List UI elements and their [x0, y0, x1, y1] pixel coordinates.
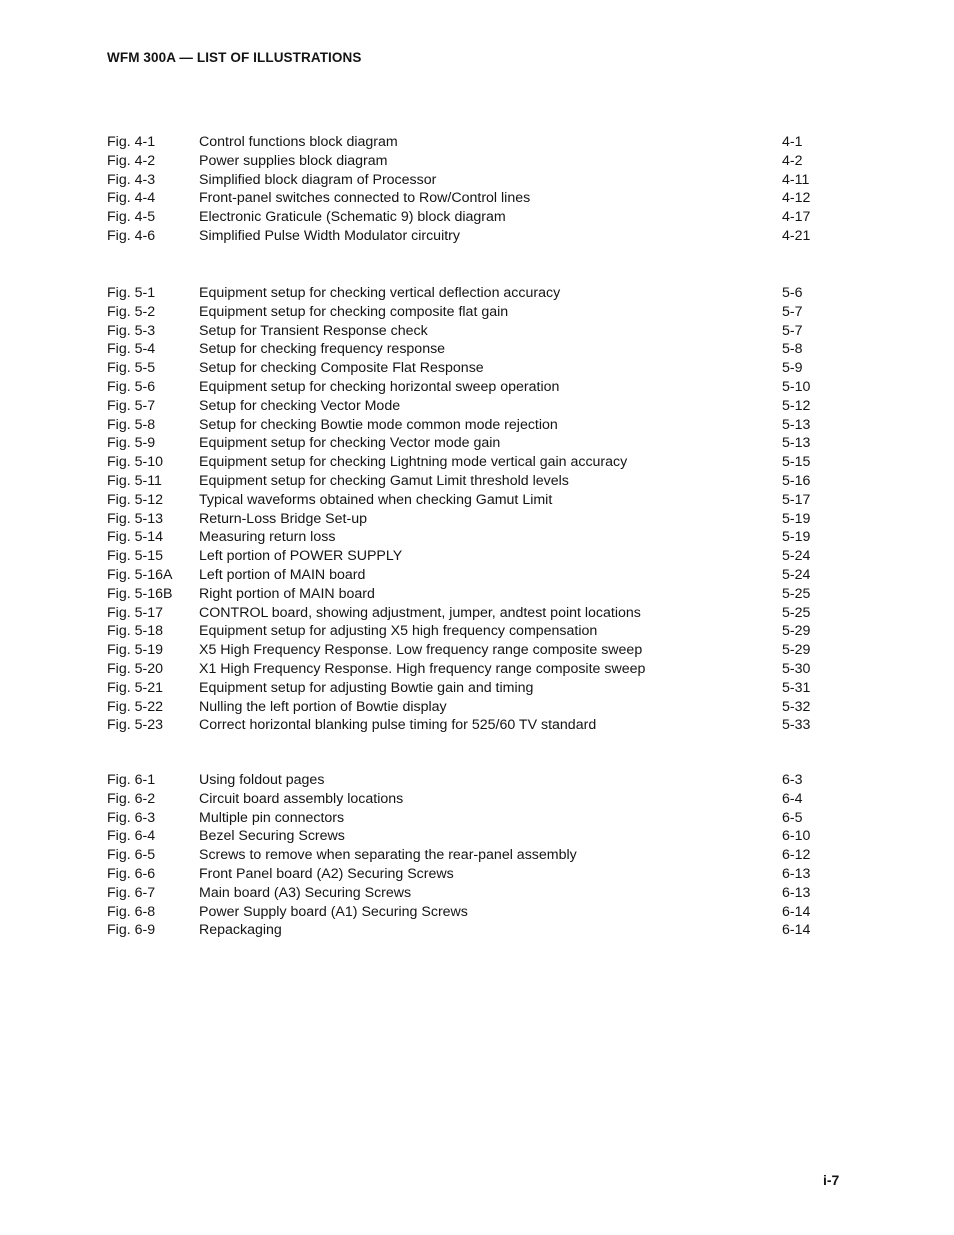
figure-title: Setup for checking Composite Flat Response [199, 359, 492, 378]
figure-page: 5-17 [782, 491, 811, 508]
figure-number: Fig. 5-19 [107, 642, 163, 659]
figure-title: Correct horizontal blanking pulse timing for 525/60 TV standard [199, 716, 604, 735]
illustrations-section-4 [107, 133, 817, 246]
figure-number: Fig. 5-5 [107, 360, 156, 377]
figure-page: 5-6 [782, 285, 803, 301]
figure-page: 5-13 [782, 435, 811, 452]
figure-page: 4-11 [782, 171, 810, 188]
figure-page: 6-4 [782, 790, 803, 807]
figure-title: Setup for checking Bowtie mode common mode rejection [199, 416, 566, 435]
figure-page: 5-7 [782, 303, 803, 320]
figure-title: Equipment setup for checking vertical deflection accuracy [199, 284, 568, 303]
figure-title: Screws to remove when separating the rear-panel assembly [199, 846, 585, 865]
figure-number: Fig. 5-2 [107, 303, 156, 320]
figure-number: Fig. 5-13 [107, 510, 163, 527]
figure-title: Electronic Graticule (Schematic 9) block diagram [199, 208, 514, 227]
figure-title: Equipment setup for checking Gamut Limit threshold levels [199, 472, 577, 491]
illustration-entry [107, 152, 817, 171]
figure-number: Fig. 6-6 [107, 865, 156, 882]
illustration-entry [107, 846, 817, 865]
illustration-entry [107, 698, 817, 717]
figure-title: Main board (A3) Securing Screws [199, 884, 419, 903]
figure-page: 5-31 [782, 679, 811, 696]
illustration-entry [107, 227, 817, 246]
illustrations-section-5 [107, 284, 817, 735]
figure-number: Fig. 6-1 [107, 772, 156, 788]
illustration-entry [107, 566, 817, 585]
figure-page: 6-12 [782, 847, 811, 864]
illustration-entry [107, 903, 817, 922]
figure-number: Fig. 5-9 [107, 435, 156, 452]
illustration-entry [107, 716, 817, 735]
figure-page: 4-17 [782, 209, 811, 226]
figure-page: 5-30 [782, 660, 811, 677]
illustration-entry [107, 510, 817, 529]
figure-page: 4-2 [782, 152, 803, 169]
figure-title: Equipment setup for checking Vector mode gain [199, 434, 508, 453]
figure-page: 6-13 [782, 865, 811, 882]
figure-number: Fig. 5-6 [107, 378, 156, 395]
figure-number: Fig. 5-11 [107, 472, 162, 489]
illustration-entry [107, 622, 817, 641]
figure-page: 4-12 [782, 190, 811, 207]
figure-number: Fig. 4-3 [107, 171, 156, 188]
figure-number: Fig. 4-1 [107, 134, 156, 150]
illustration-entry [107, 809, 817, 828]
illustrations-section-6 [107, 771, 817, 940]
figure-title: Equipment setup for checking Lightning mode vertical gain accuracy [199, 453, 635, 472]
illustration-entry [107, 284, 817, 303]
figure-number: Fig. 5-22 [107, 698, 163, 715]
figure-title: Measuring return loss [199, 528, 343, 547]
illustration-entry [107, 397, 817, 416]
figure-number: Fig. 5-16B [107, 585, 173, 602]
illustration-entry [107, 865, 817, 884]
figure-page: 6-14 [782, 922, 811, 939]
figure-title: Setup for checking frequency response [199, 340, 453, 359]
figure-page: 6-14 [782, 903, 811, 920]
figure-page: 5-9 [782, 360, 803, 377]
figure-number: Fig. 5-10 [107, 454, 163, 471]
figure-number: Fig. 6-3 [107, 809, 156, 826]
figure-page: 6-5 [782, 809, 803, 826]
figure-number: Fig. 6-4 [107, 828, 156, 845]
figure-page: 5-19 [782, 510, 811, 527]
figure-title: Power supplies block diagram [199, 152, 395, 171]
figure-title: X5 High Frequency Response. Low frequency range composite sweep [199, 641, 650, 660]
figure-title: Simplified block diagram of Processor [199, 171, 444, 190]
illustration-entry [107, 641, 817, 660]
figure-number: Fig. 4-5 [107, 209, 156, 226]
illustration-entry [107, 771, 817, 790]
figure-page: 6-3 [782, 772, 803, 788]
figure-number: Fig. 5-18 [107, 623, 163, 640]
illustration-entry [107, 660, 817, 679]
figure-page: 6-10 [782, 828, 811, 845]
illustration-entry [107, 491, 817, 510]
figure-title: Setup for checking Vector Mode [199, 397, 408, 416]
figure-number: Fig. 5-23 [107, 717, 163, 734]
figure-number: Fig. 5-7 [107, 397, 156, 414]
figure-title: Nulling the left portion of Bowtie display [199, 698, 455, 717]
figure-page: 5-10 [782, 378, 811, 395]
figure-title: Setup for Transient Response check [199, 322, 436, 341]
figure-number: Fig. 6-8 [107, 903, 156, 920]
figure-page: 6-13 [782, 884, 811, 901]
figure-page: 5-29 [782, 642, 811, 659]
illustration-entry [107, 171, 817, 190]
figure-number: Fig. 5-16A [107, 566, 173, 583]
figure-number: Fig. 5-17 [107, 604, 163, 621]
figure-number: Fig. 5-1 [107, 285, 156, 301]
figure-page: 5-25 [782, 585, 811, 602]
figure-title: Front Panel board (A2) Securing Screws [199, 865, 462, 884]
figure-title: X1 High Frequency Response. High frequency range composite sweep [199, 660, 653, 679]
illustration-entry [107, 434, 817, 453]
illustration-entry [107, 208, 817, 227]
illustration-entry [107, 416, 817, 435]
figure-page: 5-19 [782, 529, 811, 546]
illustration-entry [107, 359, 817, 378]
figure-page: 5-15 [782, 454, 811, 471]
figure-number: Fig. 4-2 [107, 152, 156, 169]
figure-number: Fig. 5-3 [107, 322, 156, 339]
figure-page: 4-1 [782, 134, 803, 150]
figure-number: Fig. 5-8 [107, 416, 156, 433]
illustration-entry [107, 472, 817, 491]
figure-number: Fig. 4-6 [107, 227, 156, 244]
figure-page: 5-8 [782, 341, 803, 358]
figure-title: Repackaging [199, 921, 290, 940]
figure-title: Right portion of MAIN board [199, 585, 383, 604]
figure-number: Fig. 5-4 [107, 341, 156, 358]
figure-page: 5-24 [782, 548, 811, 565]
figure-title: Front-panel switches connected to Row/Control lines [199, 189, 538, 208]
illustration-entry [107, 679, 817, 698]
figure-page: 5-29 [782, 623, 811, 640]
figure-number: Fig. 5-14 [107, 529, 163, 546]
figure-number: Fig. 6-9 [107, 922, 156, 939]
illustration-entry [107, 827, 817, 846]
figure-title: Bezel Securing Screws [199, 827, 353, 846]
figure-number: Fig. 6-5 [107, 847, 156, 864]
figure-title: CONTROL board, showing adjustment, jumper, andtest point locations [199, 604, 649, 623]
figure-title: Using foldout pages [199, 771, 332, 790]
figure-title: Equipment setup for checking horizontal sweep operation [199, 378, 567, 397]
illustration-entry [107, 133, 817, 152]
figure-page: 4-21 [782, 227, 811, 244]
figure-title: Circuit board assembly locations [199, 790, 411, 809]
figure-page: 5-12 [782, 397, 811, 414]
figure-number: Fig. 6-2 [107, 790, 156, 807]
figure-page: 5-32 [782, 698, 811, 715]
figure-page: 5-24 [782, 566, 811, 583]
figure-number: Fig. 5-12 [107, 491, 163, 508]
illustration-entry [107, 604, 817, 623]
illustration-entry [107, 528, 817, 547]
illustration-entry [107, 453, 817, 472]
figure-page: 5-7 [782, 322, 803, 339]
illustration-entry [107, 921, 817, 940]
figure-title: Power Supply board (A1) Securing Screws [199, 903, 476, 922]
illustration-entry [107, 884, 817, 903]
illustration-entry [107, 378, 817, 397]
figure-page: 5-33 [782, 717, 811, 734]
figure-title: Multiple pin connectors [199, 809, 352, 828]
figure-title: Equipment setup for adjusting Bowtie gain and timing [199, 679, 541, 698]
figure-number: Fig. 4-4 [107, 190, 156, 207]
illustration-entry [107, 322, 817, 341]
figure-title: Left portion of MAIN board [199, 566, 373, 585]
figure-page: 5-13 [782, 416, 811, 433]
illustration-entry [107, 790, 817, 809]
figure-number: Fig. 5-15 [107, 548, 163, 565]
figure-title: Typical waveforms obtained when checking Gamut Limit [199, 491, 560, 510]
figure-title: Equipment setup for adjusting X5 high frequency compensation [199, 622, 605, 641]
figure-number: Fig. 5-20 [107, 660, 163, 677]
figure-number: Fig. 6-7 [107, 884, 156, 901]
figure-title: Return-Loss Bridge Set-up [199, 510, 375, 529]
illustration-entry [107, 189, 817, 208]
figure-title: Left portion of POWER SUPPLY [199, 547, 410, 566]
page-number: i-7 [823, 1172, 840, 1188]
figure-page: 5-16 [782, 472, 811, 489]
figure-title: Control functions block diagram [199, 133, 406, 152]
figure-title: Simplified Pulse Width Modulator circuitry [199, 227, 468, 246]
illustration-entry [107, 547, 817, 566]
figure-page: 5-25 [782, 604, 811, 621]
figure-number: Fig. 5-21 [107, 679, 163, 696]
illustration-entry [107, 340, 817, 359]
page-header-title: WFM 300A — LIST OF ILLUSTRATIONS [107, 50, 362, 65]
illustration-entry [107, 585, 817, 604]
figure-title: Equipment setup for checking composite flat gain [199, 303, 516, 322]
illustration-entry [107, 303, 817, 322]
